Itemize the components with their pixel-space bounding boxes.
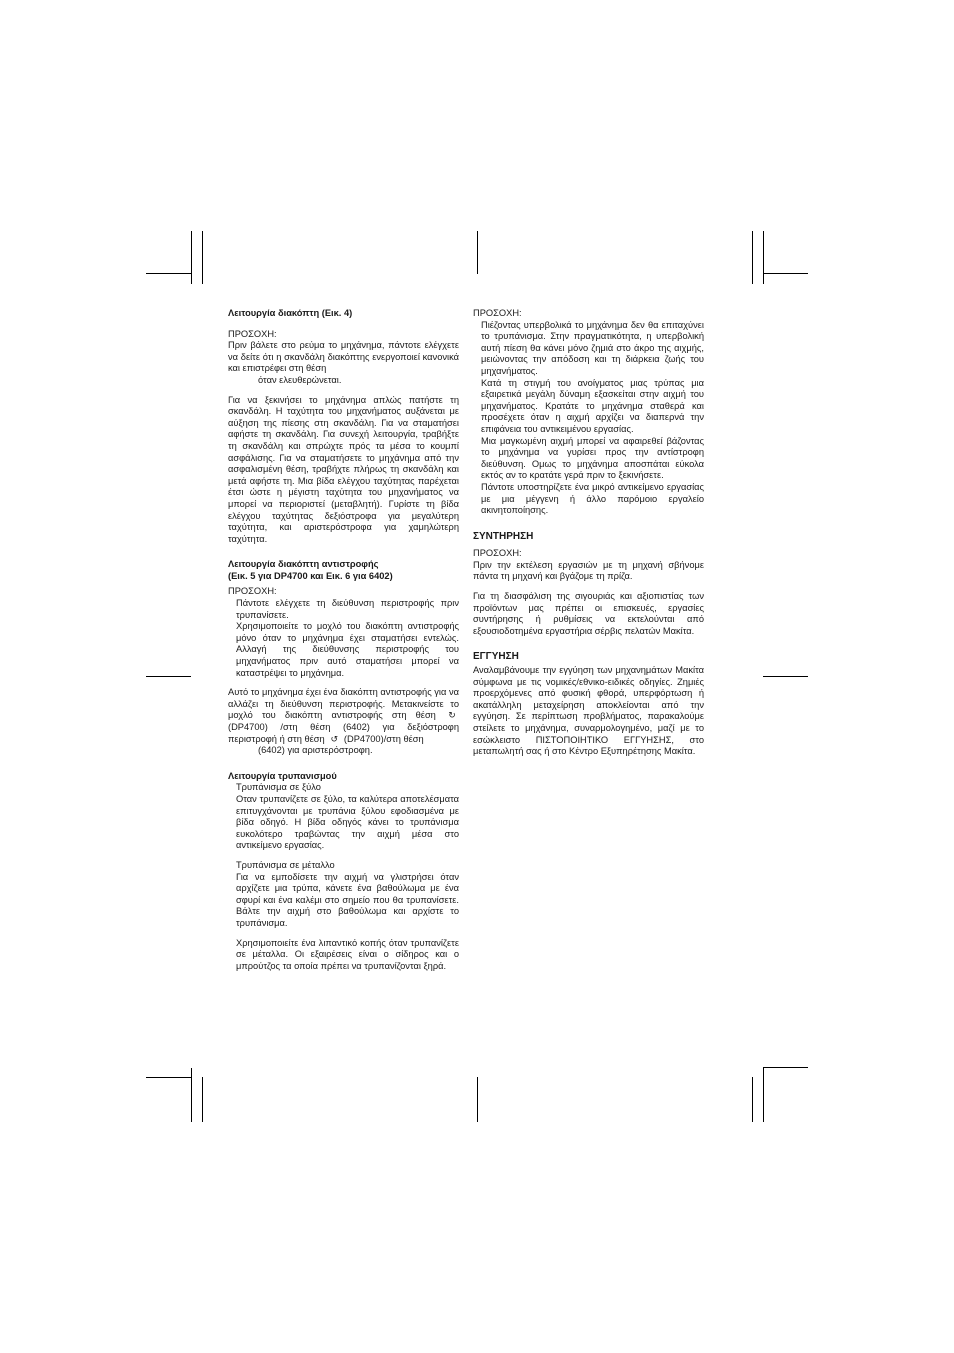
caution-label: ΠΡΟΣΟΧΗ: — [228, 328, 277, 339]
crop-mark — [146, 676, 191, 677]
reverse-caution-1: Πάντοτε ελέγχετε τη διεύθυνση περιστροφής πριν τρυπανίσετε. — [236, 598, 459, 620]
left-column — [228, 308, 459, 972]
crop-mark — [146, 1077, 192, 1078]
crop-mark — [202, 1077, 203, 1122]
wood-body: Οταν τρυπανίζετε σε ξύλο, τα καλύτερα αποτελέσματα επιτυγχάνονται με τρυπάνια ξύλου εφοδιασμένα με βίδα οδηγό. Η βίδα οδηγός κάνει το τρυπάνισμα ευκολότερο τραβώντας την αιχμή μέσα στο αντικείμενο εργασίας. — [236, 793, 459, 851]
warranty-body: Αναλαμβάνουμε την εγγύηση των μηχανημάτων Μακίτα σύμφωνα με τις νομικές/εθνικο-ειδικές οδηγίες. Ζημιές προερχόμενες από φυσική φθορά, υπερφόρτωση ή ακατάλληλη μεταχείρηση αποκλείονται από την εγγύηση. Σε περίπτωση προβλήματος, παρακαλούμε στείλετε το μηχάνημα, συναρμολογημένο, μαζί με το εσώκλειστο ΠΙΣΤΟΠΟΙΗΤΙΚΟ ΕΓΓΥΗΣΗΣ, στο μεταπωλητή σας ή στο Κέντρο Εξυπηρέτησης Μακίτα. — [473, 665, 704, 757]
reverse-body-1: Αυτό το μηχάνημα έχει ένα διακόπτη αντιστροφής για να αλλάζει τη διεύθυνση περιστροφής. Μετακινείστε το μοχλό του διακόπτη αντιστροφής στη θέση — [228, 687, 459, 721]
wood-heading: Τρυπάνισμα σε ξύλο — [236, 782, 321, 793]
drill-caution-label: ΠΡΟΣΟΧΗ: — [473, 308, 522, 318]
crop-mark — [477, 1077, 478, 1122]
caution-text-end: όταν ελευθερώνεται. — [258, 374, 342, 385]
crop-mark — [752, 1077, 753, 1122]
reverse-body-2: (DP4700) /στη θέση (6402) για δεξιόστροφη περιστροφή ή στη θέση — [228, 722, 459, 744]
crop-mark — [477, 231, 478, 274]
rotation-symbol-icon: ↺ — [330, 733, 339, 744]
reverse-body — [228, 687, 459, 745]
warranty-heading: ΕΓΓΥΗΣΗ — [473, 651, 519, 663]
metal-body: Για να εμποδίσετε την αιχμή να γλιστρήσει όταν αρχίζετε μια τρύπα, κάνετε ένα βαθούλωμα με ένα σφυρί και ένα καλέμι στο σημείο που θα τρυπανίσετε. Βάλτε την αιχμή στο βαθούλωμα και αρχίστε το τρυπάνισμα. — [236, 871, 459, 928]
reverse-body-4: (6402) για αριστερόστροφη. — [258, 745, 373, 756]
crop-mark — [763, 1068, 764, 1122]
maintenance-caution-label: ΠΡΟΣΟΧΗ: — [473, 548, 522, 559]
crop-mark — [752, 231, 753, 284]
reverse-heading: Λειτουργία διακόπτη αντιστροφής — [228, 559, 379, 570]
crop-mark — [202, 231, 203, 284]
metal-heading: Τρυπάνισμα σε μέταλλο — [236, 859, 335, 870]
crop-mark — [763, 676, 808, 677]
reverse-heading-sub: (Εικ. 5 για DP4700 και Εικ. 6 για 6402) — [228, 570, 393, 581]
crop-mark — [191, 1068, 192, 1122]
drill-caution-3: Μια μαγκωμένη αιχμή μπορεί να αφαιρεθεί βάζοντας το μηχάνημα να γυρίσει προς την αντίστροφη διεύθυνση. Ομως το μηχάνημα αποσπάται εύκολα εκτός αν το κρατάτε γερά πριν το ξεκινήσετε. — [481, 435, 704, 481]
right-column — [473, 308, 704, 758]
crop-mark — [146, 273, 192, 274]
switch-heading: Λειτουργία διακόπτη (Εικ. 4) — [228, 308, 353, 318]
reverse-caution-2: Χρησιμοποιείτε το μοχλό του διακόπτη αντιστροφής μόνο όταν το μηχάνημα έχει σταματήσει εντελώς. Αλλαγή της διεύθυνσης περιστροφής του μηχανήματος πριν αυτό σταματήσει μπορεί να καταστρέψει το μηχάνημα. — [236, 621, 459, 678]
crop-mark — [763, 1067, 808, 1068]
drill-caution-2: Κατά τη στιγμή του ανοίγματος μιας τρύπας μια εξαιρετικά μεγάλη δύναμη εξασκείται στην αιχμή του μηχανήματος. Κρατάτε το μηχάνημα σταθερά και προσέχετε όταν η αιχμή αρχίζει να διαπερνά την επιφάνεια του αντικειμένου εργασίας. — [481, 377, 704, 434]
drill-caution-1: Πιέζοντας υπερβολικά το μηχάνημα δεν θα επιταχύνει το τρυπάνισμα. Στην πραγματικότητα, η υπερβολική αυτή πίεση θα κάνει μόνο ζημιά στο άκρο της αιχμής, μειώνοντας την απόδοση και τη διάρκεια ζωής του μηχανήματος. — [481, 319, 704, 376]
switch-body: Για να ξεκινήσει το μηχάνημα απλώς πατήστε τη σκανδάλη. Η ταχύτητα του μηχανήματος αυξάνεται με αύξηση της πίεσης στη σκανδάλη. Για να σταματήσει αφήστε τη σκανδάλη. Για συνεχή λειτουργία, τραβήξτε τη σκανδάλη και σπρώχτε πρός τα μέσα το κουμπί ασφάλισης. Για να σταματήσετε το μηχάνημα από την ασφαλισμένη θέση, τραβήχτε πλήρως τη σκανδάλη και μετά αφήστε τη. Μια βίδα ελέγχου ταχύτητας παρέχεται έτσι ώστε η μέγιστη ταχύτητα του μηχανήματος να μπορεί να περιοριστεί (μεταβλητή). Γυρίστε τη βίδα ελέγχου ταχύτητας δεξιόστροφα για μεγαλύτερη ταχύτητα, και αριστερόστροφα για χαμηλώτερη ταχύτητα. — [228, 394, 459, 544]
metal-body-2: Χρησιμοποιείτε ένα λιπαντικό κοπής όταν τρυπανίζετε σε μέταλλα. Οι εξαιρέσεις είναι ο σίδηρος και ο μπρούτζος τα οποία πρέπει να τρυπανίζονται ξηρά. — [236, 937, 459, 971]
maintenance-caution: Πριν την εκτέλεση εργασιών με τη μηχανή σβήνομε πάντα τη μηχανή και βγάζομε τη πρίζα. — [473, 559, 704, 582]
reverse-body-3: (DP4700)/στη θέση — [343, 733, 424, 744]
drill-caution-4: Πάντοτε υποστηρίζετε ένα μικρό αντικείμενο εργασίας με μια μέγγενη ή άλλο παρόμοιο εργαλείο ακινητοποίησης. — [481, 481, 704, 516]
caution-text: Πριν βάλετε στο ρεύμα το μηχάνημα, πάντοτε ελέγχετε να δείτε ότι η σκανδάλη διακόπτης ενεργοποιεί κανονικά και επιστρέφει στη θέση — [228, 340, 459, 374]
crop-mark — [763, 231, 764, 284]
maintenance-heading: ΣΥΝΤΗΡΗΣΗ — [473, 530, 534, 542]
crop-mark — [763, 273, 808, 274]
rotation-symbol-icon: ↻ — [448, 710, 456, 721]
drill-heading: Λειτουργία τρυπανισμού — [228, 770, 337, 781]
maintenance-body: Για τη διασφάλιση της σιγουριάς και αξιοπιστίας των προϊόντων μας πρέπει οι επισκευές, εργασίες συντήρησης ή ρυθμίσεις να εκτελούνται από εξουσιοδοτημένα εργαστήρια σέρβις πελατών Μακίτα. — [473, 591, 704, 636]
reverse-caution-label: ΠΡΟΣΟΧΗ: — [228, 586, 277, 597]
crop-mark — [191, 231, 192, 284]
